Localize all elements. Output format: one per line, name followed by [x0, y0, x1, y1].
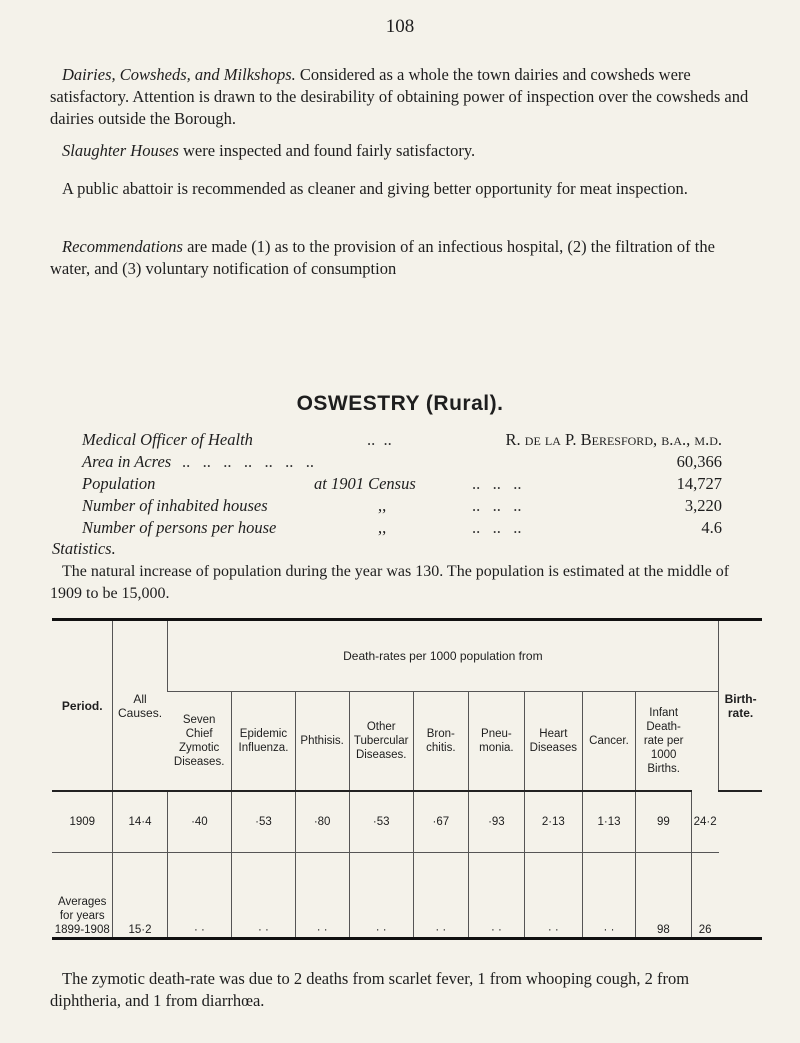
- col-infant: Infant Death- rate per 1000 Births.: [636, 692, 691, 792]
- statistics-text: The natural increase of population during the year was 130. The population is estimated at the middle of 1909 to be 15,000.: [50, 563, 730, 602]
- recommendations-text: are made (1) as to the provision of an infectious hospital, (2) the filtration of the water, and (3) voluntary notification of consumption: [50, 237, 715, 278]
- houses-label: Number of inhabited houses: [82, 496, 268, 515]
- moh-row: Medical Officer of Health .. .. R. de la P. Beresford, b.a., m.d.: [82, 430, 722, 449]
- cell-pneumonia: ·93: [468, 791, 524, 853]
- cell-tubercular: ·53: [349, 791, 413, 853]
- cell-heart: · ·: [524, 853, 582, 939]
- moh-label: Medical Officer of Health: [82, 430, 253, 449]
- cell-zymotic: · ·: [167, 853, 232, 939]
- area-value: 60,366: [676, 452, 722, 471]
- cell-heart: 2·13: [524, 791, 582, 853]
- slaughter-heading: Slaughter Houses: [62, 141, 179, 160]
- cell-phthisis: ·80: [295, 791, 349, 853]
- footer-note: The zymotic death-rate was due to 2 deaths from scarlet fever, 1 from whooping cough, 2 from diphtheria, and 1 from diarrhœa.: [50, 969, 690, 1010]
- moh-value: R. de la P. Beresford, b.a., m.d.: [505, 430, 722, 449]
- col-pneumonia: Pneu- monia.: [468, 692, 524, 792]
- paragraph-dairies: [50, 64, 750, 130]
- cell-birth: 26: [691, 853, 719, 939]
- col-all-causes: All Causes.: [113, 620, 167, 792]
- col-birth-rate: Birth- rate.: [719, 620, 762, 792]
- col-tubercular: Other Tubercular Diseases.: [349, 692, 413, 792]
- recommendations-heading: Recommendations: [62, 237, 183, 256]
- table-row: [52, 791, 762, 853]
- col-heart: Heart Diseases: [524, 692, 582, 792]
- persons-value: 4.6: [701, 518, 722, 537]
- col-influenza: Epidemic Influenza.: [232, 692, 295, 792]
- paragraph-recommendations: [50, 236, 750, 280]
- area-label: Area in Acres: [82, 452, 172, 471]
- cell-infant: 99: [636, 791, 691, 853]
- population-label: Population: [82, 474, 156, 493]
- cell-zymotic: ·40: [167, 791, 232, 853]
- houses-row: Number of inhabited houses ,, .. .. .. 3,220: [82, 496, 722, 515]
- table-row: [52, 853, 762, 939]
- cell-all: 14·4: [113, 791, 167, 853]
- particulars-list: [82, 430, 722, 540]
- cell-all: 15·2: [113, 853, 167, 939]
- col-zymotic: Seven Chief Zymotic Diseases.: [167, 692, 232, 792]
- col-bronchitis: Bron- chitis.: [413, 692, 468, 792]
- population-value: 14,727: [676, 474, 722, 493]
- col-cancer: Cancer.: [582, 692, 635, 792]
- cell-pneumonia: · ·: [468, 853, 524, 939]
- area-row: Area in Acres .. .. .. .. .. .. .. 60,366: [82, 452, 722, 471]
- population-census: at 1901 Census: [314, 474, 416, 493]
- cell-phthisis: · ·: [295, 853, 349, 939]
- houses-ditto: ,,: [378, 496, 387, 515]
- paragraph-abattoir: A public abattoir is recommended as cleaner and giving better opportunity for meat inspection.: [62, 179, 688, 198]
- cell-cancer: · ·: [582, 853, 635, 939]
- cell-influenza: · ·: [232, 853, 295, 939]
- cell-tubercular: · ·: [349, 853, 413, 939]
- dairies-heading: Dairies, Cowsheds, and Milkshops.: [62, 65, 296, 84]
- population-row: Population at 1901 Census .. .. .. 14,727: [82, 474, 722, 493]
- persons-ditto: ,,: [378, 518, 387, 537]
- cell-infant: 98: [636, 853, 691, 939]
- cell-influenza: ·53: [232, 791, 295, 853]
- col-period: Period.: [52, 620, 113, 792]
- cell-bronchitis: ·67: [413, 791, 468, 853]
- persons-row: Number of persons per house ,, .. .. .. 4.6: [82, 518, 722, 537]
- dairies-text: Considered as a whole the town dairies and cowsheds were satisfactory. Attention is drawn to the desirability of obtaining power of inspection over the cowsheds and dairies outside the Borough.: [50, 65, 749, 128]
- paragraph-slaughter-houses: [50, 140, 750, 162]
- houses-value: 3,220: [684, 496, 722, 515]
- col-phthisis: Phthisis.: [295, 692, 349, 792]
- cell-period: Averages for years 1899-1908: [54, 896, 110, 936]
- group-header: Death-rates per 1000 population from: [167, 620, 719, 692]
- cell-period: 1909: [52, 791, 113, 853]
- section-title: OSWESTRY (Rural).: [296, 392, 504, 415]
- statistics-heading: Statistics.: [52, 539, 116, 558]
- slaughter-text: were inspected and found fairly satisfactory.: [178, 141, 476, 160]
- death-rates-table: [52, 618, 762, 940]
- page-number: 108: [385, 16, 415, 37]
- cell-birth: 24·2: [691, 791, 719, 853]
- cell-cancer: 1·13: [582, 791, 635, 853]
- persons-label: Number of persons per house: [82, 518, 277, 537]
- cell-bronchitis: · ·: [413, 853, 468, 939]
